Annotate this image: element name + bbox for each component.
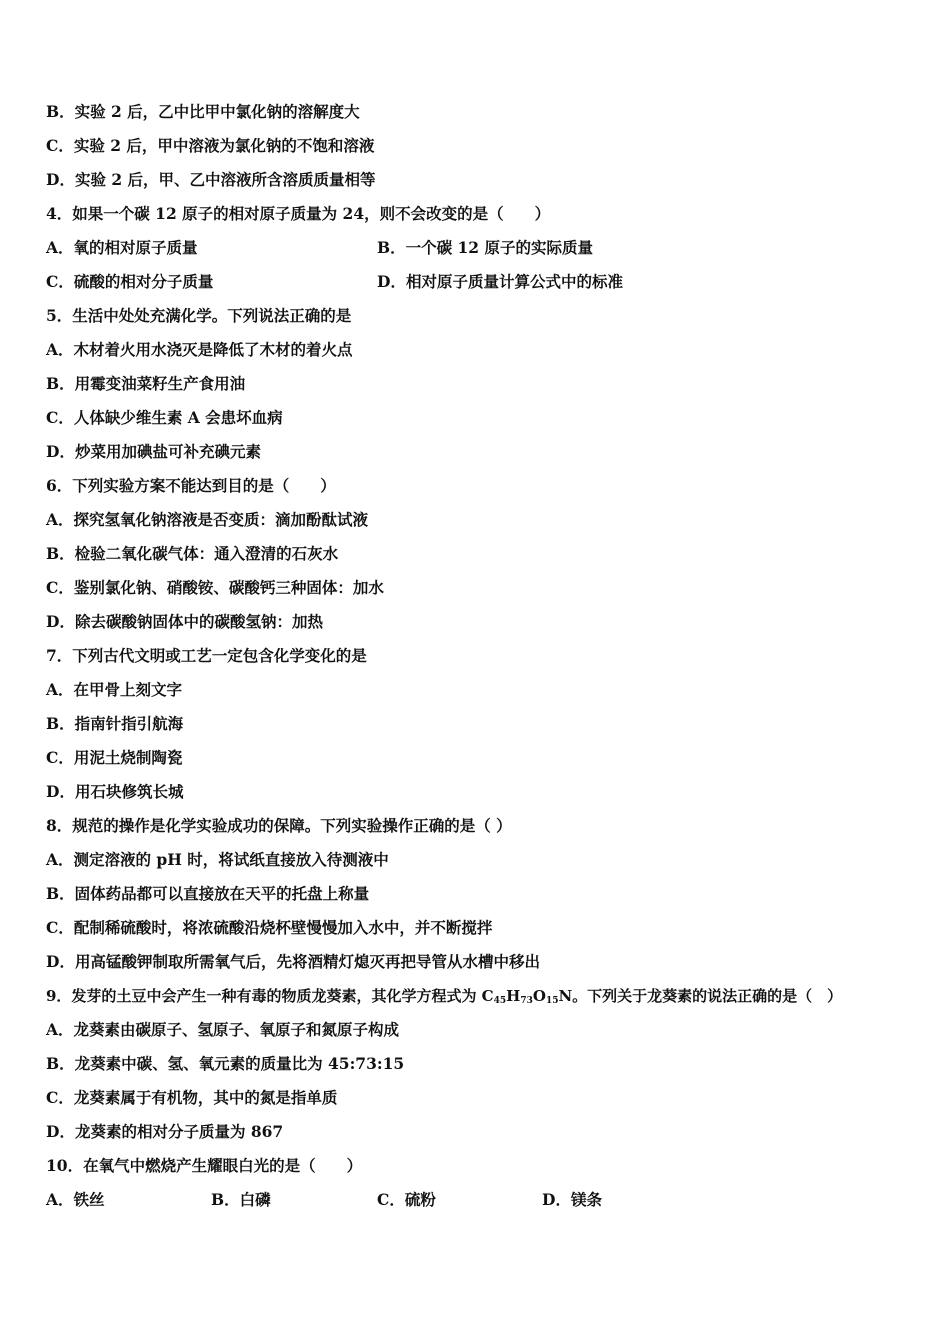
q9-oxygen: O — [532, 987, 546, 1005]
q3-option-c: C．实验 2 后，甲中溶液为氯化钠的不饱和溶液 — [46, 136, 375, 155]
q7-option-a: A．在甲骨上刻文字 — [46, 680, 183, 699]
q5-option-c: C．人体缺少维生素 A 会患坏血病 — [46, 408, 283, 427]
q9-option-d: D．龙葵素的相对分子质量为 867 — [46, 1122, 284, 1141]
q8-option-c: C．配制稀硫酸时，将浓硫酸沿烧杯壁慢慢加入水中，并不断搅拌 — [46, 918, 493, 937]
q3-option-d: D．实验 2 后，甲、乙中溶液所含溶质质量相等 — [46, 170, 376, 189]
q5-option-a: A．木材着火用水浇灭是降低了木材的着火点 — [46, 340, 353, 359]
q7-option-d: D．用石块修筑长城 — [46, 782, 184, 801]
q5-option-d: D．炒菜用加碘盐可补充碘元素 — [46, 442, 261, 461]
q9-text-end: N。下列关于龙葵素的说法正确的是（ ） — [558, 987, 843, 1005]
q8-option-a: A．测定溶液的 pH 时，将试纸直接放入待测液中 — [46, 850, 389, 869]
q10-option-a: A．铁丝 — [46, 1190, 105, 1209]
q9-option-c: C．龙葵素属于有机物，其中的氮是指单质 — [46, 1088, 338, 1107]
q9-option-a: A．龙葵素由碳原子、氢原子、氧原子和氮原子构成 — [46, 1020, 400, 1039]
q4-option-d: D．相对原子质量计算公式中的标准 — [377, 272, 623, 291]
q8-option-b: B．固体药品都可以直接放在天平的托盘上称量 — [46, 884, 370, 903]
q9-option-b: B．龙葵素中碳、氢、氧元素的质量比为 45:73:15 — [46, 1054, 405, 1073]
q9-hydrogen: H — [506, 987, 521, 1005]
q9-sub-hydrogen: 73 — [520, 996, 533, 1006]
q8-option-d: D．用高锰酸钾制取所需氧气后，先将酒精灯熄灭再把导管从水槽中移出 — [46, 952, 540, 971]
question-7: 7．下列古代文明或工艺一定包含化学变化的是 — [46, 646, 367, 665]
q9-sub-carbon: 45 — [493, 996, 507, 1006]
q4-option-b: B．一个碳 12 原子的实际质量 — [377, 238, 593, 257]
question-6: 6．下列实验方案不能达到目的是（ ） — [46, 476, 336, 495]
question-5: 5．生活中处处充满化学。下列说法正确的是 — [46, 306, 352, 325]
question-9 — [46, 979, 842, 1013]
q6-option-c: C．鉴别氯化钠、硝酸铵、碳酸钙三种固体：加水 — [46, 578, 384, 597]
q5-option-b: B．用霉变油菜籽生产食用油 — [46, 374, 246, 393]
question-4: 4．如果一个碳 12 原子的相对原子质量为 24，则不会改变的是（ ） — [46, 204, 551, 223]
question-10: 10．在氧气中燃烧产生耀眼白光的是（ ） — [46, 1156, 363, 1175]
q6-option-a: A．探究氢氧化钠溶液是否变质：滴加酚酞试液 — [46, 510, 369, 529]
q6-option-d: D．除去碳酸钠固体中的碳酸氢钠：加热 — [46, 612, 323, 631]
q10-option-b: B．白磷 — [211, 1190, 271, 1209]
q10-option-d: D．镁条 — [542, 1190, 602, 1209]
q4-option-c: C．硫酸的相对分子质量 — [46, 272, 214, 291]
q4-option-a: A．氧的相对原子质量 — [46, 238, 198, 257]
q9-text-start: 9．发芽的土豆中会产生一种有毒的物质龙葵素，其化学方程式为 C — [46, 987, 494, 1005]
q10-option-c: C．硫粉 — [377, 1190, 436, 1209]
q3-option-b: B．实验 2 后，乙中比甲中氯化钠的溶解度大 — [46, 102, 360, 121]
q7-option-b: B．指南针指引航海 — [46, 714, 184, 733]
question-8: 8．规范的操作是化学实验成功的保障。下列实验操作正确的是（ ） — [46, 816, 512, 835]
q9-sub-oxygen: 15 — [545, 996, 559, 1006]
q6-option-b: B．检验二氧化碳气体：通入澄清的石灰水 — [46, 544, 339, 563]
q7-option-c: C．用泥土烧制陶瓷 — [46, 748, 183, 767]
